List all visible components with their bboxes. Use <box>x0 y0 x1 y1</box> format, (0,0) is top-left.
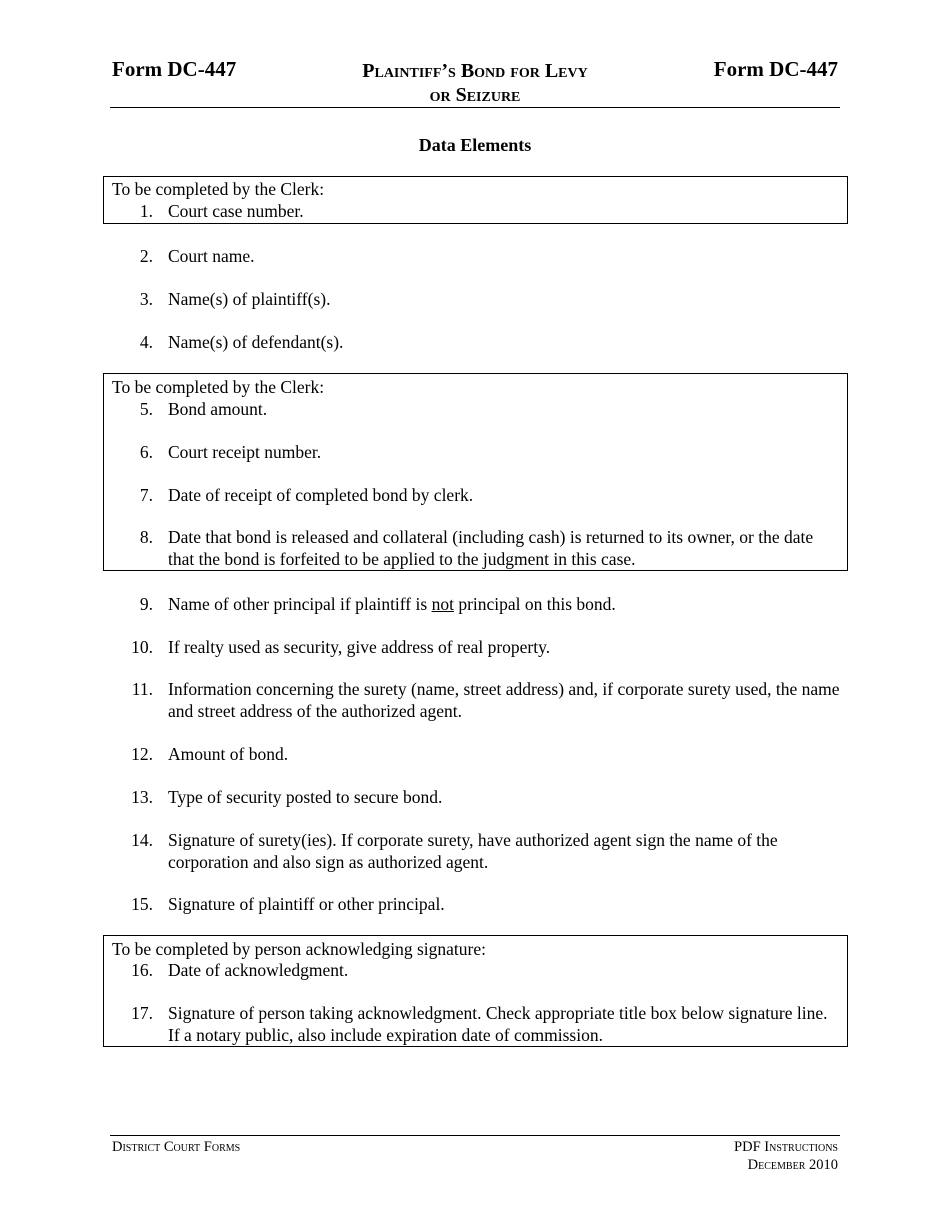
form-number-right: Form DC-447 <box>713 57 838 81</box>
clerk-box-2-caption: To be completed by the Clerk: <box>112 377 325 397</box>
acknowledgment-box-caption: To be completed by person acknowledging signature: <box>112 939 486 959</box>
data-element-number: 16. <box>131 960 153 980</box>
header-rule <box>110 107 840 108</box>
data-element-text: Information concerning the surety (name, street address) and, if corporate surety used, the name and street address of the authorized agent. <box>168 679 840 721</box>
not-emphasis: not <box>431 594 454 614</box>
data-element-text: Date of receipt of completed bond by clerk. <box>168 485 474 505</box>
footer-right <box>734 1138 838 1174</box>
data-element-number: 17. <box>131 1003 153 1023</box>
data-element-number: 1. <box>139 201 153 221</box>
data-element-number: 13. <box>131 787 153 807</box>
footer-left: District Court Forms <box>112 1139 241 1155</box>
data-element-text: Signature of surety(ies). If corporate surety, have authorized agent sign the name of the corporation and also sign as authorized agent. <box>168 830 778 872</box>
data-element-text: Amount of bond. <box>168 744 289 764</box>
data-element-text: Signature of plaintiff or other principal. <box>168 894 445 914</box>
data-element-text: Signature of person taking acknowledgment. Check appropriate title box below signature line. If a notary public, also include expiration date of commission. <box>168 1003 828 1045</box>
data-element-number: 5. <box>139 399 153 419</box>
data-element-text <box>168 593 840 615</box>
data-element-text: Court name. <box>168 246 255 266</box>
data-element-number: 7. <box>139 485 153 505</box>
data-element-text: Name(s) of defendant(s). <box>168 332 344 352</box>
form-title <box>300 59 650 107</box>
data-element-text: If realty used as security, give address of real property. <box>168 637 551 657</box>
data-element-text: Type of security posted to secure bond. <box>168 787 443 807</box>
footer-rule <box>110 1135 840 1136</box>
data-element-number: 4. <box>139 332 153 352</box>
data-element-text: Bond amount. <box>168 399 268 419</box>
form-title-line-2: or Seizure <box>429 84 521 106</box>
data-element-number: 9. <box>139 594 153 614</box>
page-header <box>0 0 950 110</box>
data-element-number: 6. <box>139 442 153 462</box>
data-element-text: Name(s) of plaintiff(s). <box>168 289 331 309</box>
footer-right-line-1: PDF Instructions <box>734 1139 838 1155</box>
data-element-number: 15. <box>131 894 153 914</box>
data-element-number: 14. <box>131 830 153 850</box>
data-element-text: Court case number. <box>168 201 304 221</box>
data-element-text: Court receipt number. <box>168 442 322 462</box>
form-title-line-1: Plaintiff’s Bond for Levy <box>362 60 588 82</box>
data-element-text: Date of acknowledgment. <box>168 960 349 980</box>
data-element-number: 10. <box>131 637 153 657</box>
data-element-number: 12. <box>131 744 153 764</box>
data-element-number: 3. <box>139 289 153 309</box>
clerk-box-1-caption: To be completed by the Clerk: <box>112 179 325 199</box>
data-element-number: 11. <box>131 679 153 699</box>
footer-right-line-2: December 2010 <box>747 1157 838 1173</box>
form-number-left: Form DC-447 <box>112 57 237 81</box>
data-element-number: 8. <box>139 527 153 547</box>
section-heading: Data Elements <box>418 135 532 155</box>
data-element-text-part: Name of other principal if plaintiff is <box>168 594 432 614</box>
data-element-text-part: principal on this bond. <box>453 594 616 614</box>
data-element-number: 2. <box>139 246 153 266</box>
data-element-text: Date that bond is released and collateral (including cash) is returned to its owner, or the date that the bond is forfeited to be applied to the judgment in this case. <box>168 527 814 569</box>
